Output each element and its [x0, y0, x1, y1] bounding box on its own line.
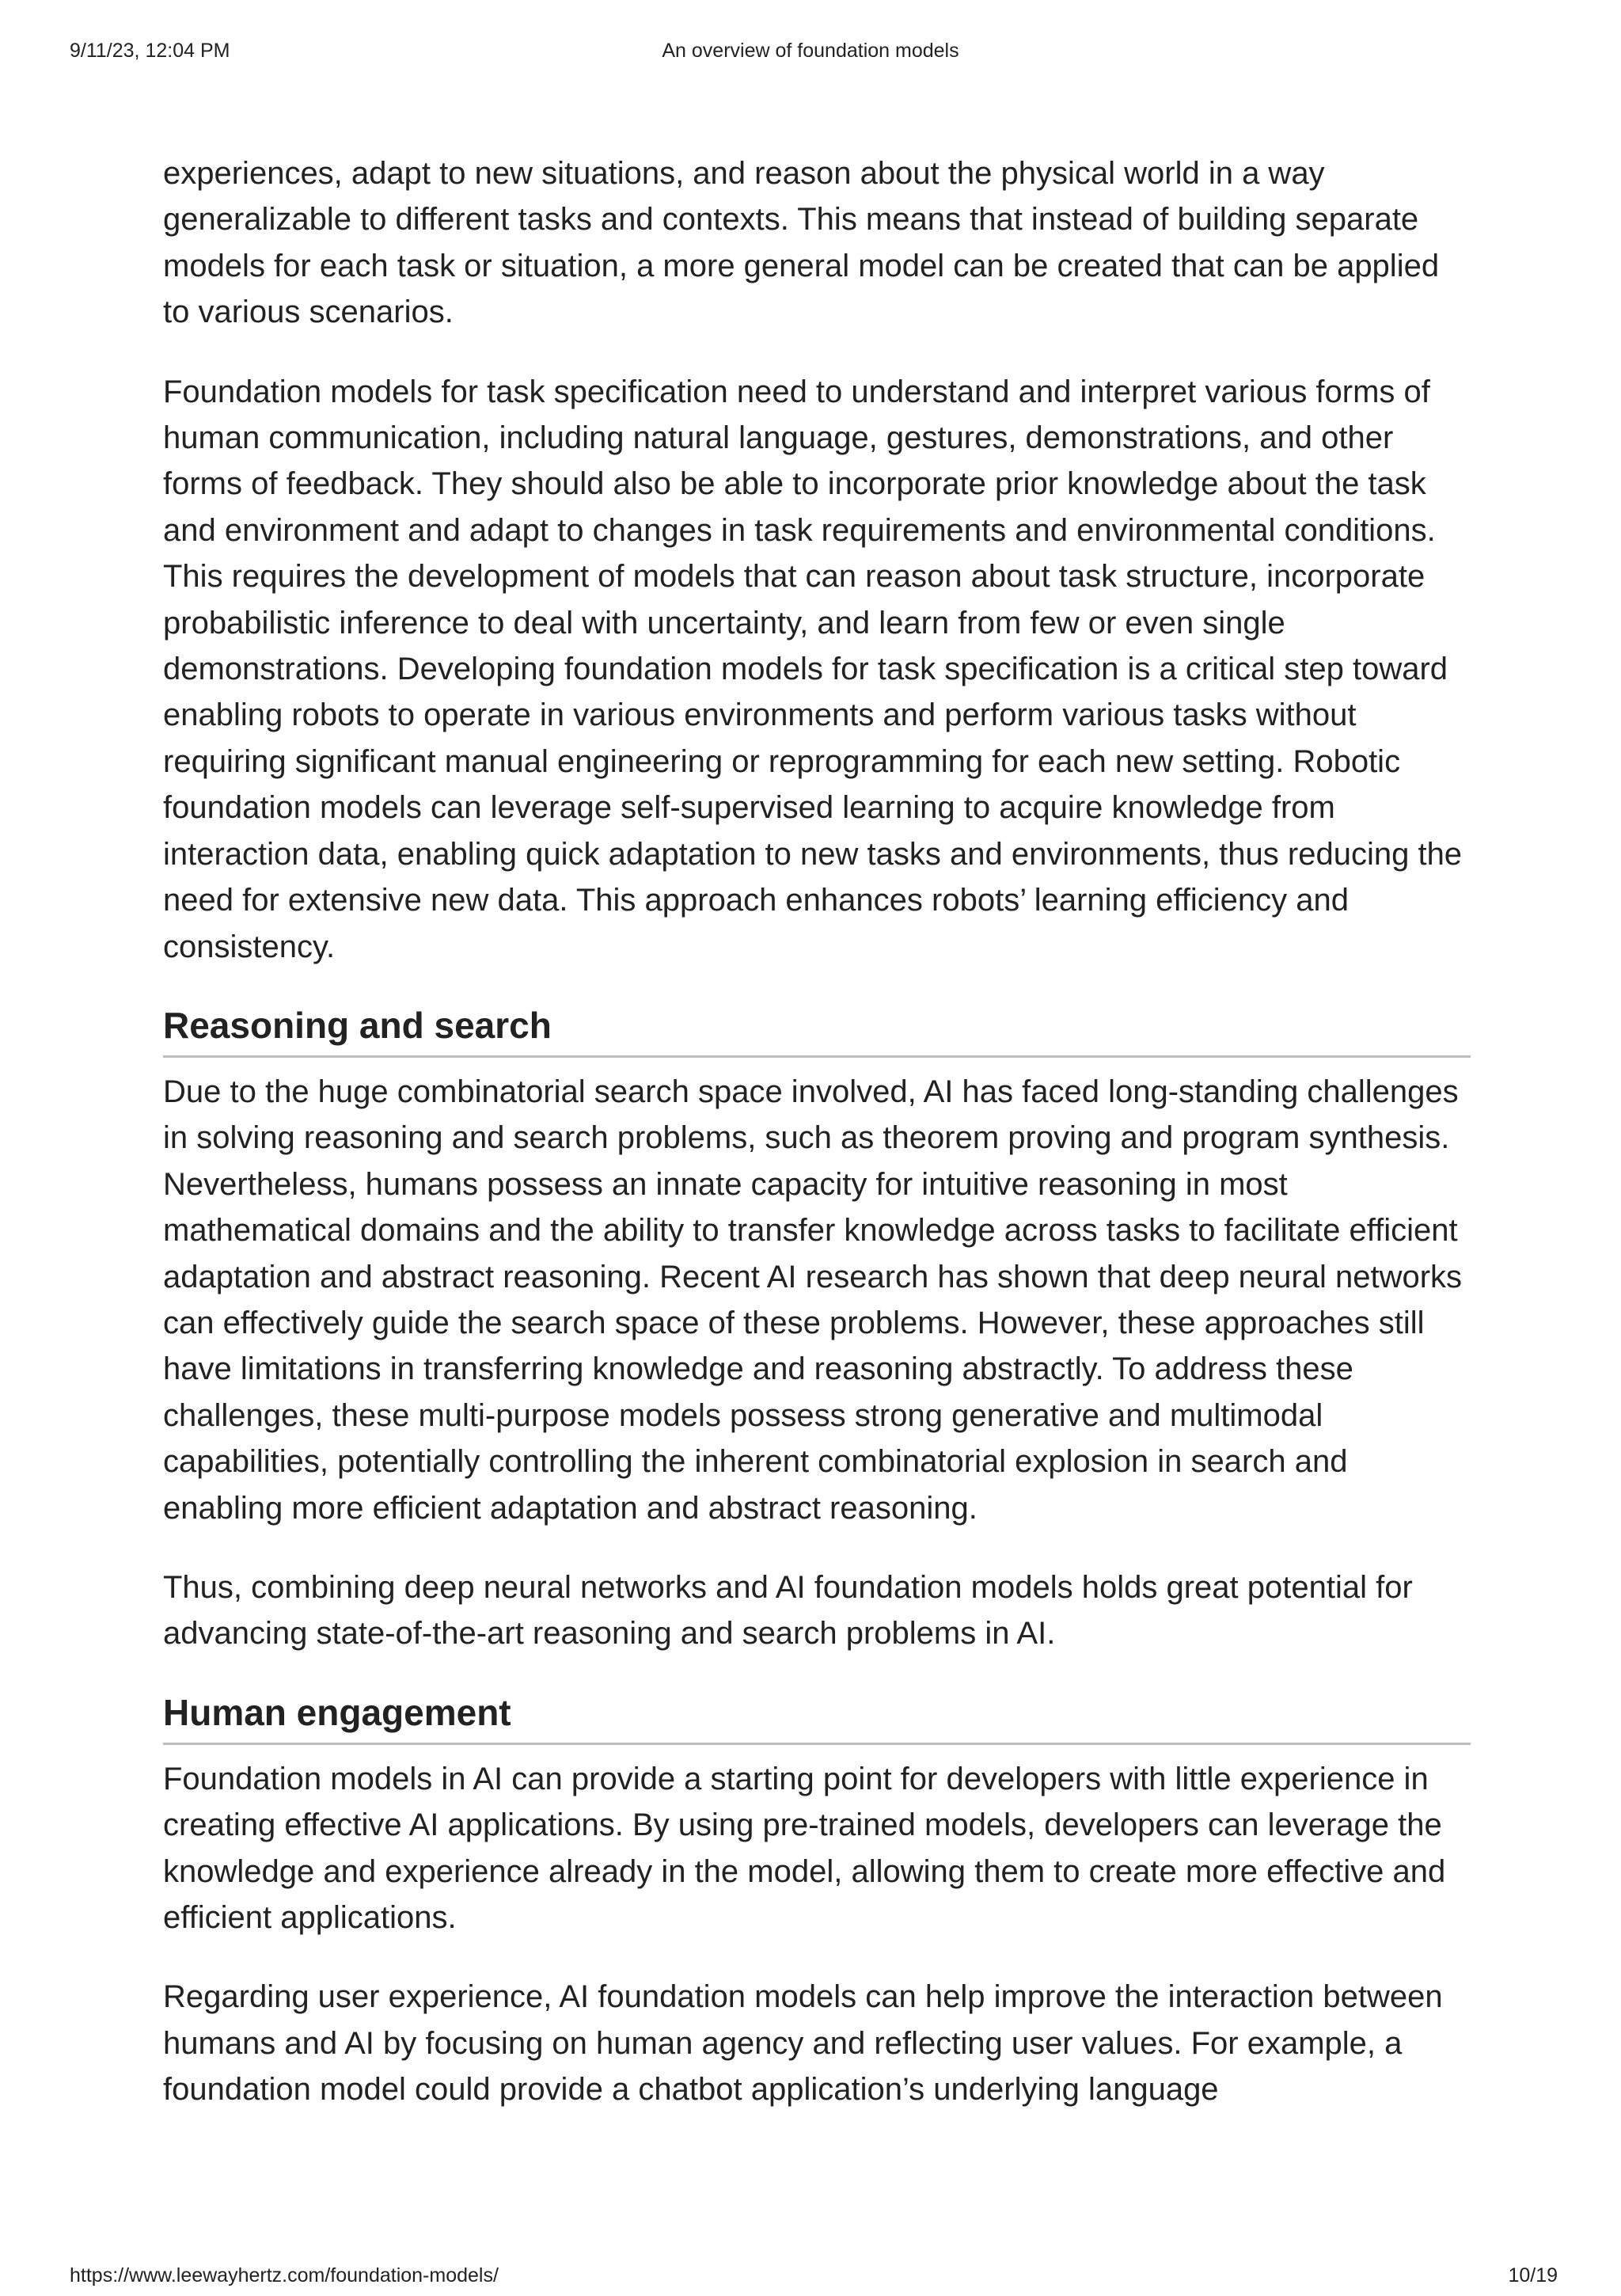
reasoning-section	[163, 1003, 1471, 1657]
reasoning-conclusion-paragraph: Thus, combining deep neural networks and AI foundation models holds great potential for advancing state-of-the-art reasoning and search problems in AI.	[163, 1569, 1413, 1652]
print-page-title: An overview of foundation models	[662, 40, 959, 62]
print-footer	[0, 2264, 1621, 2296]
print-datetime: 9/11/23, 12:04 PM	[70, 40, 230, 62]
intro-paragraph: experiences, adapt to new situations, and reason about the physical world in a way generalizable to different tasks and contexts. This means that instead of building separate models for each task or situation, a more general model can be created that can be applied to various scenarios.	[163, 156, 1440, 330]
user-experience-paragraph: Regarding user experience, AI foundation models can help improve the interaction between humans and AI by focusing on human agency and reflecting user values. For example, a foundation model could provide a chatbot application’s underlying language	[163, 1979, 1443, 2108]
page-url-link[interactable]: https://www.leewayhertz.com/foundation-models/	[70, 2264, 499, 2286]
human-engagement-heading: Human engagement	[163, 1690, 1471, 1745]
print-header	[0, 40, 1621, 71]
page-number: 10/19	[1508, 2264, 1558, 2286]
human-engagement-paragraph: Foundation models in AI can provide a starting point for developers with little experience in creating effective AI applications. By using pre-trained models, developers can leverage the knowledge and experience already in the model, allowing them to create more effective and efficient applications.	[163, 1761, 1446, 1935]
human-engagement-section	[163, 1690, 1471, 2113]
article-body	[163, 150, 1471, 2146]
task-specification-paragraph: Foundation models for task specification need to understand and interpret various forms of human communication, including natural language, gestures, demonstrations, and other forms of feedback. They should also be able to incorporate prior knowledge about the task and environment and adapt to changes in task requirements and environmental conditions. This requires the development of models that can reason about task structure, incorporate probabilistic inference to deal with uncertainty, and learn from few or even single demonstrations. Developing foundation models for task specification is a critical step toward enabling robots to operate in various environments and perform various tasks without requiring significant manual engineering or reprogramming for each new setting. Robotic foundation models can leverage self-supervised learning to acquire knowledge from interaction data, enabling quick adaptation to new tasks and environments, thus reducing the need for extensive new data. This approach enhances robots’ learning efficiency and consistency.	[163, 374, 1463, 964]
reasoning-heading: Reasoning and search	[163, 1003, 1471, 1058]
reasoning-paragraph: Due to the huge combinatorial search space involved, AI has faced long-standing challenges in solving reasoning and search problems, such as theorem proving and program synthesis. Nevertheless, humans possess an innate capacity for intuitive reasoning in most mathematical domains and the ability to transfer knowledge across tasks to facilitate efficient adaptation and abstract reasoning. Recent AI research has shown that deep neural networks can effectively guide the search space of these problems. However, these approaches still have limitations in transferring knowledge and reasoning abstractly. To address these challenges, these multi-purpose models possess strong generative and multimodal capabilities, potentially controlling the inherent combinatorial explosion in search and enabling more efficient adaptation and abstract reasoning.	[163, 1074, 1463, 1526]
